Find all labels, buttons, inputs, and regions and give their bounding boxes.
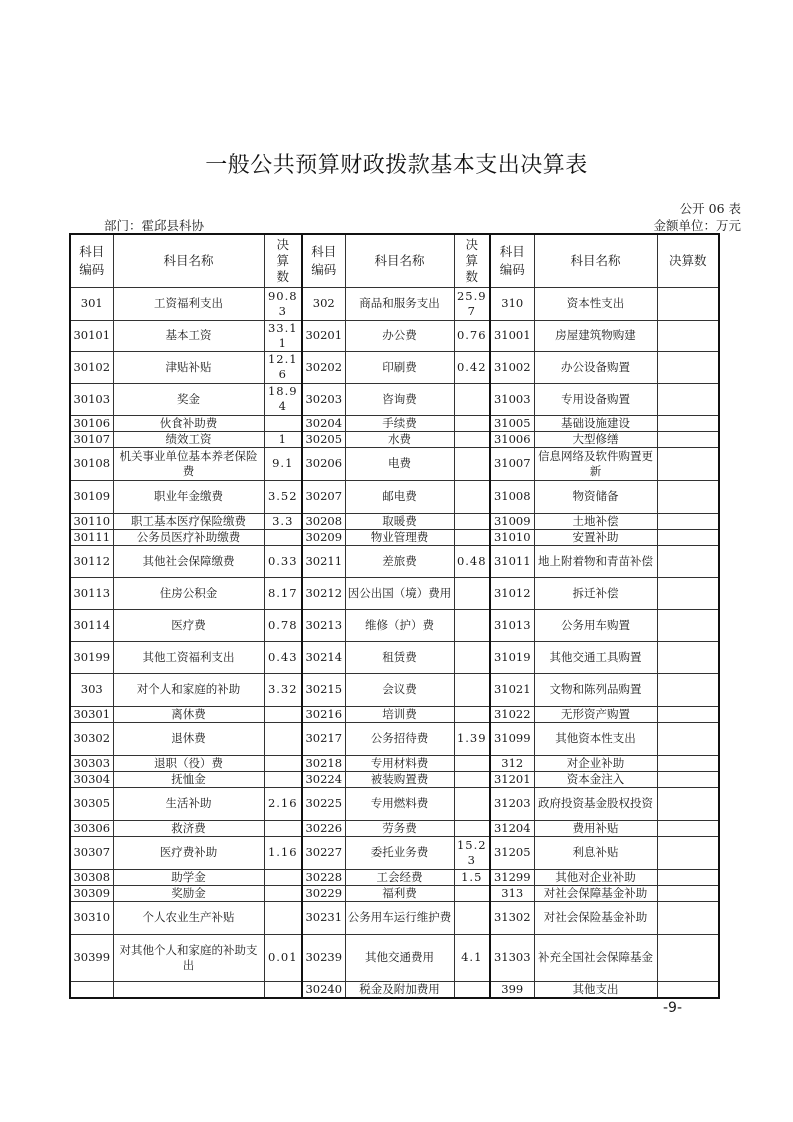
name-cell: 奖金 bbox=[113, 383, 264, 415]
table-row bbox=[70, 415, 719, 431]
table-row bbox=[70, 513, 719, 529]
amount-cell bbox=[657, 641, 719, 673]
header-amount-3: 决算数 bbox=[657, 234, 719, 287]
name-cell: 费用补贴 bbox=[534, 820, 657, 836]
name-cell: 个人农业生产补贴 bbox=[113, 901, 264, 934]
table-row bbox=[70, 722, 719, 755]
name-cell: 其他交通工具购置 bbox=[534, 641, 657, 673]
amount-cell bbox=[657, 869, 719, 885]
code-cell: 31302 bbox=[490, 901, 534, 934]
amount-cell: 1 bbox=[264, 431, 302, 447]
name-cell: 被装购置费 bbox=[345, 771, 454, 787]
code-cell: 30209 bbox=[302, 529, 345, 545]
amount-cell bbox=[657, 787, 719, 820]
code-cell: 30107 bbox=[70, 431, 113, 447]
table-row bbox=[70, 447, 719, 480]
code-cell: 30226 bbox=[302, 820, 345, 836]
name-cell: 对个人和家庭的补助 bbox=[113, 673, 264, 706]
code-cell: 30113 bbox=[70, 577, 113, 609]
table-row bbox=[70, 934, 719, 981]
code-cell: 31013 bbox=[490, 609, 534, 641]
name-cell: 房屋建筑物购建 bbox=[534, 320, 657, 351]
amount-cell bbox=[657, 320, 719, 351]
name-cell: 医疗费补助 bbox=[113, 836, 264, 869]
name-cell: 机关事业单位基本养老保险费 bbox=[113, 447, 264, 480]
code-cell: 31009 bbox=[490, 513, 534, 529]
page-number: -9- bbox=[663, 1000, 683, 1016]
name-cell: 大型修缮 bbox=[534, 431, 657, 447]
code-cell: 30206 bbox=[302, 447, 345, 480]
name-cell: 公务招待费 bbox=[345, 722, 454, 755]
amount-cell: 0.01 bbox=[264, 934, 302, 981]
amount-cell bbox=[657, 287, 719, 320]
name-cell: 取暖费 bbox=[345, 513, 454, 529]
code-cell: 30111 bbox=[70, 529, 113, 545]
table-row bbox=[70, 869, 719, 885]
table-row bbox=[70, 480, 719, 513]
code-cell: 31005 bbox=[490, 415, 534, 431]
code-cell: 30204 bbox=[302, 415, 345, 431]
code-cell: 30310 bbox=[70, 901, 113, 934]
code-cell: 30305 bbox=[70, 787, 113, 820]
name-cell: 文物和陈列品购置 bbox=[534, 673, 657, 706]
code-cell: 30225 bbox=[302, 787, 345, 820]
name-cell: 工资福利支出 bbox=[113, 287, 264, 320]
amount-cell bbox=[657, 513, 719, 529]
code-cell: 30229 bbox=[302, 885, 345, 901]
amount-cell bbox=[657, 722, 719, 755]
code-cell: 30304 bbox=[70, 771, 113, 787]
name-cell: 其他社会保障缴费 bbox=[113, 545, 264, 577]
name-cell: 津贴补贴 bbox=[113, 351, 264, 383]
amount-cell: 0.76 bbox=[454, 320, 490, 351]
code-cell: 30106 bbox=[70, 415, 113, 431]
code-cell: 31010 bbox=[490, 529, 534, 545]
name-cell: 安置补助 bbox=[534, 529, 657, 545]
code-cell: 31001 bbox=[490, 320, 534, 351]
name-cell: 职工基本医疗保险缴费 bbox=[113, 513, 264, 529]
code-cell: 30212 bbox=[302, 577, 345, 609]
code-cell: 312 bbox=[490, 755, 534, 771]
name-cell: 对社会保障基金补助 bbox=[534, 885, 657, 901]
name-cell: 专用燃料费 bbox=[345, 787, 454, 820]
name-cell: 奖励金 bbox=[113, 885, 264, 901]
code-cell: 31003 bbox=[490, 383, 534, 415]
code-cell: 30224 bbox=[302, 771, 345, 787]
table-row bbox=[70, 545, 719, 577]
form-number: 公开 06 表 bbox=[679, 201, 741, 216]
name-cell: 公务用车运行维护费 bbox=[345, 901, 454, 934]
name-cell: 培训费 bbox=[345, 706, 454, 722]
code-cell: 30216 bbox=[302, 706, 345, 722]
amount-cell: 0.43 bbox=[264, 641, 302, 673]
name-cell: 退职（役）费 bbox=[113, 755, 264, 771]
amount-cell: 0.48 bbox=[454, 545, 490, 577]
amount-cell bbox=[454, 901, 490, 934]
table-row bbox=[70, 609, 719, 641]
code-cell: 30228 bbox=[302, 869, 345, 885]
amount-cell bbox=[454, 981, 490, 998]
name-cell: 其他资本性支出 bbox=[534, 722, 657, 755]
amount-cell bbox=[657, 415, 719, 431]
header-name-2: 科目名称 bbox=[345, 234, 454, 287]
name-cell: 离休费 bbox=[113, 706, 264, 722]
name-cell: 邮电费 bbox=[345, 480, 454, 513]
amount-cell bbox=[264, 529, 302, 545]
code-cell: 30199 bbox=[70, 641, 113, 673]
name-cell: 退休费 bbox=[113, 722, 264, 755]
amount-cell: 8.17 bbox=[264, 577, 302, 609]
header-code-3: 科目 编码 bbox=[490, 234, 534, 287]
name-cell: 利息补贴 bbox=[534, 836, 657, 869]
code-cell: 313 bbox=[490, 885, 534, 901]
amount-cell: 0.42 bbox=[454, 351, 490, 383]
amount-cell: 18.94 bbox=[264, 383, 302, 415]
name-cell: 公务用车购置 bbox=[534, 609, 657, 641]
amount-cell bbox=[264, 755, 302, 771]
code-cell: 399 bbox=[490, 981, 534, 998]
name-cell: 土地补偿 bbox=[534, 513, 657, 529]
code-cell: 30201 bbox=[302, 320, 345, 351]
name-cell: 物业管理费 bbox=[345, 529, 454, 545]
code-cell: 30227 bbox=[302, 836, 345, 869]
code-cell: 31299 bbox=[490, 869, 534, 885]
amount-cell bbox=[454, 609, 490, 641]
name-cell: 伙食补助费 bbox=[113, 415, 264, 431]
name-cell: 手续费 bbox=[345, 415, 454, 431]
code-cell: 30215 bbox=[302, 673, 345, 706]
page-title: 一般公共预算财政拨款基本支出决算表 bbox=[205, 153, 588, 178]
amount-cell: 1.39 bbox=[454, 722, 490, 755]
amount-cell bbox=[454, 755, 490, 771]
code-cell: 30308 bbox=[70, 869, 113, 885]
code-cell: 31002 bbox=[490, 351, 534, 383]
code-cell: 30110 bbox=[70, 513, 113, 529]
amount-cell bbox=[264, 885, 302, 901]
amount-cell: 90.83 bbox=[264, 287, 302, 320]
name-cell: 办公费 bbox=[345, 320, 454, 351]
table-row bbox=[70, 771, 719, 787]
amount-cell bbox=[657, 431, 719, 447]
amount-cell: 0.33 bbox=[264, 545, 302, 577]
name-cell: 绩效工资 bbox=[113, 431, 264, 447]
code-cell: 30307 bbox=[70, 836, 113, 869]
name-cell: 租赁费 bbox=[345, 641, 454, 673]
name-cell: 其他工资福利支出 bbox=[113, 641, 264, 673]
amount-cell bbox=[657, 545, 719, 577]
code-cell: 31006 bbox=[490, 431, 534, 447]
name-cell: 对其他个人和家庭的补助支出 bbox=[113, 934, 264, 981]
name-cell: 其他支出 bbox=[534, 981, 657, 998]
amount-cell: 12.16 bbox=[264, 351, 302, 383]
code-cell: 30211 bbox=[302, 545, 345, 577]
code-cell: 30101 bbox=[70, 320, 113, 351]
table-row bbox=[70, 885, 719, 901]
name-cell: 信息网络及软件购置更新 bbox=[534, 447, 657, 480]
code-cell bbox=[70, 981, 113, 998]
name-cell: 工会经费 bbox=[345, 869, 454, 885]
amount-cell bbox=[454, 447, 490, 480]
code-cell: 31011 bbox=[490, 545, 534, 577]
name-cell: 物资储备 bbox=[534, 480, 657, 513]
header-name-3: 科目名称 bbox=[534, 234, 657, 287]
name-cell: 其他交通费用 bbox=[345, 934, 454, 981]
header-code-1: 科目 编码 bbox=[70, 234, 113, 287]
amount-cell: 3.3 bbox=[264, 513, 302, 529]
table-row bbox=[70, 431, 719, 447]
amount-cell bbox=[657, 383, 719, 415]
code-cell: 31019 bbox=[490, 641, 534, 673]
code-cell: 301 bbox=[70, 287, 113, 320]
name-cell: 无形资产购置 bbox=[534, 706, 657, 722]
code-cell: 30203 bbox=[302, 383, 345, 415]
amount-cell bbox=[657, 447, 719, 480]
name-cell: 补充全国社会保障基金 bbox=[534, 934, 657, 981]
code-cell: 310 bbox=[490, 287, 534, 320]
budget-table bbox=[69, 233, 720, 999]
name-cell: 水费 bbox=[345, 431, 454, 447]
name-cell: 劳务费 bbox=[345, 820, 454, 836]
amount-cell bbox=[657, 673, 719, 706]
amount-cell bbox=[264, 415, 302, 431]
code-cell: 31021 bbox=[490, 673, 534, 706]
amount-cell bbox=[657, 820, 719, 836]
name-cell: 职业年金缴费 bbox=[113, 480, 264, 513]
amount-cell bbox=[657, 609, 719, 641]
table-row bbox=[70, 383, 719, 415]
amount-cell: 25.97 bbox=[454, 287, 490, 320]
amount-cell bbox=[657, 577, 719, 609]
amount-cell bbox=[454, 480, 490, 513]
name-cell: 资本金注入 bbox=[534, 771, 657, 787]
amount-cell bbox=[657, 934, 719, 981]
code-cell: 31203 bbox=[490, 787, 534, 820]
name-cell: 拆迁补偿 bbox=[534, 577, 657, 609]
amount-cell bbox=[264, 981, 302, 998]
table-row bbox=[70, 901, 719, 934]
table-row bbox=[70, 320, 719, 351]
header-amount-1: 决算数 bbox=[264, 234, 302, 287]
amount-cell bbox=[264, 722, 302, 755]
amount-unit-label: 金额单位：万元 bbox=[653, 218, 741, 233]
amount-cell: 9.1 bbox=[264, 447, 302, 480]
code-cell: 303 bbox=[70, 673, 113, 706]
code-cell: 30109 bbox=[70, 480, 113, 513]
code-cell: 30108 bbox=[70, 447, 113, 480]
header-name-1: 科目名称 bbox=[113, 234, 264, 287]
name-cell: 维修（护）费 bbox=[345, 609, 454, 641]
code-cell: 30102 bbox=[70, 351, 113, 383]
name-cell: 税金及附加费用 bbox=[345, 981, 454, 998]
table-row bbox=[70, 577, 719, 609]
amount-cell: 1.5 bbox=[454, 869, 490, 885]
name-cell: 资本性支出 bbox=[534, 287, 657, 320]
code-cell: 30217 bbox=[302, 722, 345, 755]
code-cell: 30231 bbox=[302, 901, 345, 934]
amount-cell bbox=[657, 981, 719, 998]
amount-cell bbox=[657, 480, 719, 513]
name-cell: 委托业务费 bbox=[345, 836, 454, 869]
amount-cell: 2.16 bbox=[264, 787, 302, 820]
amount-cell bbox=[454, 577, 490, 609]
table-row bbox=[70, 529, 719, 545]
name-cell: 住房公积金 bbox=[113, 577, 264, 609]
code-cell: 30214 bbox=[302, 641, 345, 673]
name-cell: 助学金 bbox=[113, 869, 264, 885]
department-label: 部门：霍邱县科协 bbox=[104, 218, 205, 233]
amount-cell bbox=[264, 869, 302, 885]
amount-cell bbox=[657, 836, 719, 869]
code-cell: 31022 bbox=[490, 706, 534, 722]
code-cell: 31007 bbox=[490, 447, 534, 480]
name-cell: 商品和服务支出 bbox=[345, 287, 454, 320]
amount-cell bbox=[454, 885, 490, 901]
amount-cell bbox=[454, 820, 490, 836]
name-cell: 专用材料费 bbox=[345, 755, 454, 771]
amount-cell: 0.78 bbox=[264, 609, 302, 641]
name-cell: 差旅费 bbox=[345, 545, 454, 577]
amount-cell bbox=[657, 529, 719, 545]
code-cell: 31099 bbox=[490, 722, 534, 755]
table-header-row bbox=[70, 234, 719, 287]
amount-cell: 3.32 bbox=[264, 673, 302, 706]
table-row bbox=[70, 755, 719, 771]
amount-cell bbox=[264, 706, 302, 722]
code-cell: 30213 bbox=[302, 609, 345, 641]
name-cell: 地上附着物和青苗补偿 bbox=[534, 545, 657, 577]
amount-cell bbox=[454, 641, 490, 673]
table-row bbox=[70, 836, 719, 869]
amount-cell bbox=[454, 771, 490, 787]
name-cell: 印刷费 bbox=[345, 351, 454, 383]
name-cell: 生活补助 bbox=[113, 787, 264, 820]
name-cell: 基本工资 bbox=[113, 320, 264, 351]
code-cell: 30205 bbox=[302, 431, 345, 447]
name-cell: 对企业补助 bbox=[534, 755, 657, 771]
name-cell: 救济费 bbox=[113, 820, 264, 836]
code-cell: 31303 bbox=[490, 934, 534, 981]
name-cell: 咨询费 bbox=[345, 383, 454, 415]
amount-cell: 1.16 bbox=[264, 836, 302, 869]
name-cell: 公务员医疗补助缴费 bbox=[113, 529, 264, 545]
name-cell: 其他对企业补助 bbox=[534, 869, 657, 885]
table-row bbox=[70, 981, 719, 998]
amount-cell bbox=[454, 787, 490, 820]
table-row bbox=[70, 641, 719, 673]
amount-cell bbox=[454, 415, 490, 431]
amount-cell bbox=[264, 771, 302, 787]
name-cell bbox=[113, 981, 264, 998]
code-cell: 30309 bbox=[70, 885, 113, 901]
code-cell: 30302 bbox=[70, 722, 113, 755]
amount-cell bbox=[264, 820, 302, 836]
name-cell: 会议费 bbox=[345, 673, 454, 706]
name-cell: 医疗费 bbox=[113, 609, 264, 641]
amount-cell bbox=[454, 673, 490, 706]
code-cell: 30303 bbox=[70, 755, 113, 771]
amount-cell bbox=[657, 706, 719, 722]
code-cell: 31012 bbox=[490, 577, 534, 609]
amount-cell bbox=[657, 901, 719, 934]
name-cell: 政府投资基金股权投资 bbox=[534, 787, 657, 820]
name-cell: 抚恤金 bbox=[113, 771, 264, 787]
table-row bbox=[70, 673, 719, 706]
amount-cell: 3.52 bbox=[264, 480, 302, 513]
code-cell: 30239 bbox=[302, 934, 345, 981]
name-cell: 福利费 bbox=[345, 885, 454, 901]
amount-cell bbox=[657, 755, 719, 771]
code-cell: 30218 bbox=[302, 755, 345, 771]
table-row bbox=[70, 287, 719, 320]
amount-cell bbox=[657, 771, 719, 787]
amount-cell bbox=[264, 901, 302, 934]
header-code-2: 科目 编码 bbox=[302, 234, 345, 287]
code-cell: 30240 bbox=[302, 981, 345, 998]
code-cell: 30301 bbox=[70, 706, 113, 722]
code-cell: 30114 bbox=[70, 609, 113, 641]
table-row bbox=[70, 820, 719, 836]
name-cell: 基础设施建设 bbox=[534, 415, 657, 431]
name-cell: 专用设备购置 bbox=[534, 383, 657, 415]
code-cell: 30103 bbox=[70, 383, 113, 415]
amount-cell bbox=[454, 431, 490, 447]
code-cell: 31008 bbox=[490, 480, 534, 513]
name-cell: 对社会保险基金补助 bbox=[534, 901, 657, 934]
table-row bbox=[70, 351, 719, 383]
amount-cell bbox=[657, 351, 719, 383]
code-cell: 302 bbox=[302, 287, 345, 320]
table-row bbox=[70, 706, 719, 722]
amount-cell bbox=[454, 706, 490, 722]
name-cell: 因公出国（境）费用 bbox=[345, 577, 454, 609]
amount-cell bbox=[454, 513, 490, 529]
amount-cell: 33.11 bbox=[264, 320, 302, 351]
code-cell: 31205 bbox=[490, 836, 534, 869]
code-cell: 30399 bbox=[70, 934, 113, 981]
name-cell: 电费 bbox=[345, 447, 454, 480]
code-cell: 31201 bbox=[490, 771, 534, 787]
code-cell: 30202 bbox=[302, 351, 345, 383]
code-cell: 30208 bbox=[302, 513, 345, 529]
header-amount-2: 决算数 bbox=[454, 234, 490, 287]
amount-cell bbox=[657, 885, 719, 901]
code-cell: 30207 bbox=[302, 480, 345, 513]
amount-cell: 4.1 bbox=[454, 934, 490, 981]
amount-cell bbox=[454, 529, 490, 545]
code-cell: 30112 bbox=[70, 545, 113, 577]
code-cell: 31204 bbox=[490, 820, 534, 836]
amount-cell bbox=[454, 383, 490, 415]
table-row bbox=[70, 787, 719, 820]
code-cell: 30306 bbox=[70, 820, 113, 836]
amount-cell: 15.23 bbox=[454, 836, 490, 869]
name-cell: 办公设备购置 bbox=[534, 351, 657, 383]
